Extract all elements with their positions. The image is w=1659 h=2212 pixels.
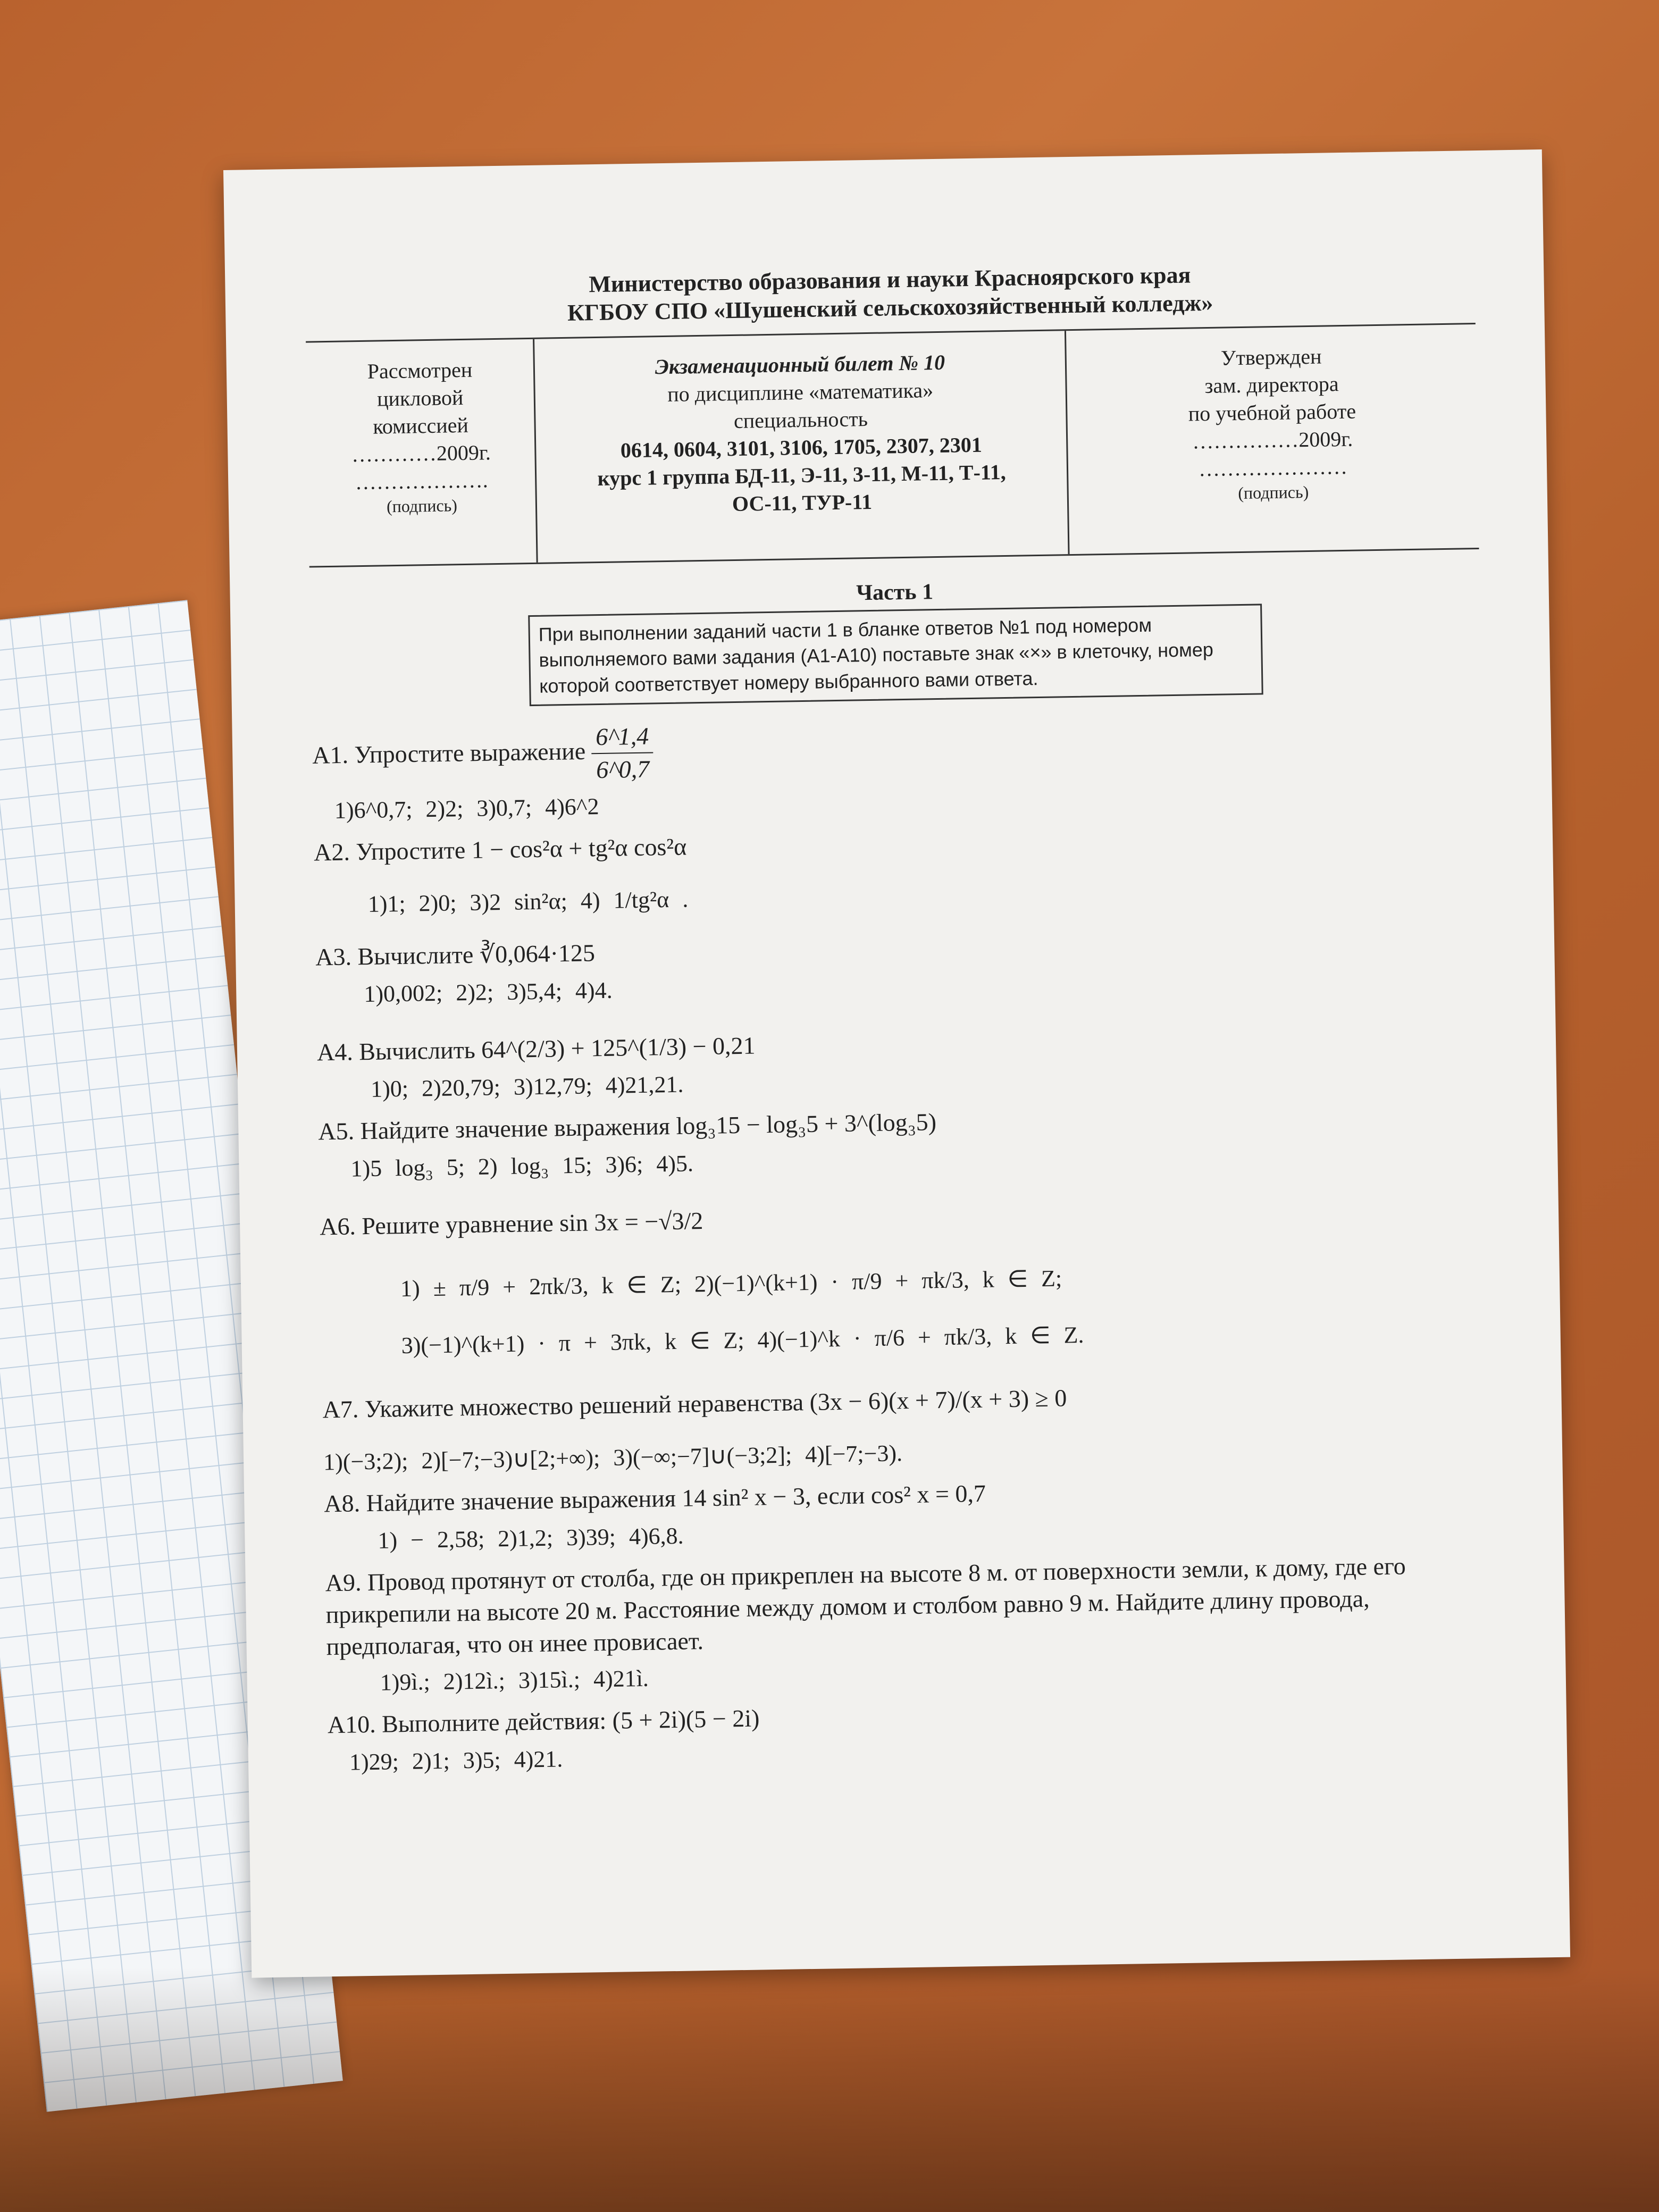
reviewed-label: Рассмотрен	[367, 357, 473, 383]
reviewed-block	[306, 339, 538, 566]
course-groups-2: ОС-11, ТУР-11	[732, 489, 873, 516]
approved-sign: (подпись)	[1238, 482, 1309, 502]
questions-list	[312, 707, 1498, 1778]
instructions-box: При выполнении заданий части 1 в бланке ответов №1 под номером выполняемого вами задания (А1-А10) поставьте знак «×» в клеточку, номер которой соответствует номеру выбранного вами ответа.	[528, 604, 1263, 706]
answers-a6-row2: 3)(−1)^(k+1) · π + 3πk, k ∈ Z; 4)(−1)^k · π/6 + πk/3, k ∈ Z.	[401, 1321, 1084, 1359]
ticket-block	[534, 331, 1069, 563]
sheet-content	[305, 257, 1498, 1778]
ministry-title: Министерство образования и науки Красноярского края	[589, 262, 1191, 298]
answers-a6-row1: 1) ± π/9 + 2πk/3, k ∈ Z; 2)(−1)^(k+1) · π/9 + πk/3, k ∈ Z;	[400, 1265, 1062, 1302]
answers-a3: 1)0,002; 2)2; 3)5,4; 4)4.	[363, 977, 613, 1007]
question-a7: А7. Укажите множество решений неравенства (3x − 6)(x + 7)/(x + 3) ≥ 0	[322, 1384, 1067, 1423]
exam-sheet	[223, 149, 1570, 1978]
question-a1-text: А1. Упростите выражение	[312, 738, 586, 769]
answers-a4: 1)0; 2)20,79; 3)12,79; 4)21,21.	[370, 1071, 684, 1102]
answers-a10: 1)29; 2)1; 3)5; 4)21.	[349, 1745, 563, 1775]
answers-a1: 1)6^0,7; 2)2; 3)0,7; 4)6^2	[334, 793, 599, 824]
fraction-denominator: 6^0,7	[596, 755, 650, 784]
reviewed-sign-line: ……………….	[355, 467, 489, 494]
question-a4: А4. Вычислить 64^(2/3) + 125^(1/3) − 0,21	[316, 1032, 756, 1066]
header-table	[306, 323, 1479, 568]
question-a3: А3. Вычислите ∛0,064·125	[315, 939, 596, 971]
reviewed-sign: (подпись)	[386, 495, 458, 516]
reviewed-date: …………2009г.	[351, 440, 491, 466]
approved-date: ……………2009г.	[1192, 426, 1353, 454]
question-a2: А2. Упростите 1 − cos²α + tg²α cos²α	[313, 833, 687, 866]
specialty-codes: 0614, 0604, 3101, 3106, 1705, 2307, 2301	[620, 432, 983, 462]
approved-sign-line: …………………	[1198, 454, 1348, 481]
approved-line3: по учебной работе	[1188, 399, 1356, 426]
question-a1-fraction	[591, 720, 654, 786]
answers-a8: 1) − 2,58; 2)1,2; 3)39; 4)6,8.	[378, 1522, 684, 1554]
answers-a9: 1)9ì.; 2)12ì.; 3)15ì.; 4)21ì.	[380, 1665, 649, 1696]
shadow	[0, 1967, 1659, 2212]
approved-label: Утвержден	[1220, 344, 1322, 370]
question-a1	[312, 707, 1482, 790]
approved-block	[1066, 324, 1479, 554]
question-a5: А5. Найдите значение выражения log₃15 − log₃5 + 3^(log₃5)	[318, 1108, 937, 1145]
question-a8: А8. Найдите значение выражения 14 sin² x − 3, если cos² x = 0,7	[324, 1480, 986, 1518]
answers-a2: 1)1; 2)0; 3)2 sin²α; 4) 1/tg²α .	[367, 886, 689, 917]
question-a6: А6. Решите уравнение sin 3x = −√3/2	[319, 1207, 703, 1241]
college-title: КГБОУ СПО «Шушенский сельскохозяйственный колледж»	[567, 289, 1213, 326]
course-groups: курс 1 группа БД-11, Э-11, 3-11, М-11, Т-11,	[597, 459, 1006, 490]
approved-line2: зам. директора	[1204, 371, 1339, 398]
specialty-label: специальность	[733, 406, 868, 433]
reviewed-line3: комиссией	[373, 413, 469, 439]
fraction-numerator: 6^1,4	[591, 720, 653, 755]
ticket-title: Экзаменационный билет № 10	[655, 350, 945, 379]
discipline: по дисциплине «математика»	[667, 378, 934, 406]
answers-a5: 1)5 log₃ 5; 2) log₃ 15; 3)6; 4)5.	[350, 1150, 694, 1182]
question-a10: А10. Выполните действия: (5 + 2i)(5 − 2i)	[327, 1704, 760, 1739]
reviewed-line2: цикловой	[376, 385, 464, 411]
question-a9: А9. Провод протянут от столба, где он прикреплен на высоте 8 м. от поверхности земли, к дому, где его прикрепили на высоте 20 м. Расстояние между домом и столбом равно 9 м. Найдите длину провода, предполагая, что он инее провисает.	[325, 1552, 1406, 1661]
answers-a7: 1)(−3;2); 2)[−7;−3)∪[2;+∞); 3)(−∞;−7]∪(−3;2]; 4)[−7;−3).	[323, 1440, 903, 1476]
part-title: Часть 1	[856, 579, 934, 605]
